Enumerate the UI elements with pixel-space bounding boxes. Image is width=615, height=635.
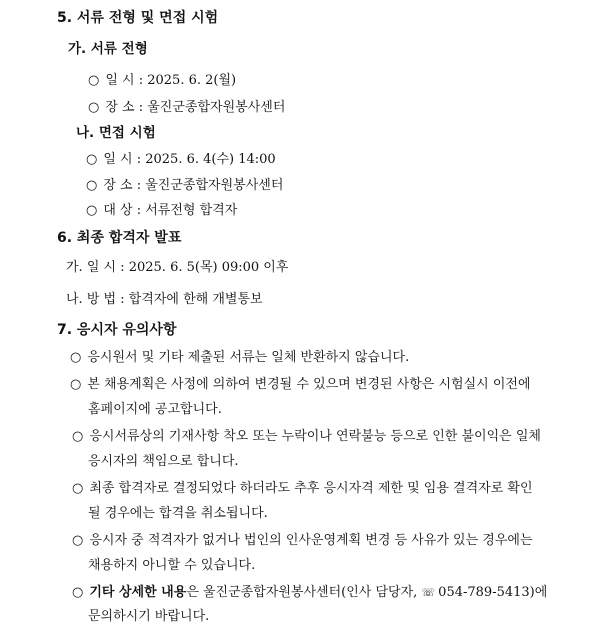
section-7-title: 7. 응시자 유의사항 bbox=[57, 322, 177, 338]
note-text: 응시원서 및 기타 제출된 서류는 일체 반환하지 않습니다. bbox=[87, 350, 410, 365]
list-item-text: 일 시 : 2025. 6. 4(수) 14:00 bbox=[103, 152, 276, 167]
note-item bbox=[72, 532, 533, 550]
circle-bullet: ○ bbox=[72, 533, 84, 548]
list-item bbox=[86, 151, 276, 169]
circle-bullet: ○ bbox=[88, 73, 100, 88]
contact-bold-label: 기타 상세한 내용 bbox=[89, 585, 187, 600]
circle-bullet: ○ bbox=[86, 152, 98, 167]
note-item bbox=[70, 349, 409, 367]
subsection-5b-title: 나. 면접 시험 bbox=[76, 125, 156, 141]
section-6-title: 6. 최종 합격자 발표 bbox=[57, 230, 182, 246]
note-continuation: 홈페이지에 공고합니다. bbox=[88, 402, 222, 417]
note-text: 본 채용계획은 사정에 의하여 변경될 수 있으며 변경된 사항은 시험실시 이전에 bbox=[87, 377, 531, 392]
circle-bullet: ○ bbox=[70, 350, 82, 365]
list-item bbox=[86, 202, 237, 220]
subsection-5a-title: 가. 서류 전형 bbox=[68, 41, 148, 57]
note-item bbox=[72, 428, 541, 446]
list-item bbox=[86, 177, 283, 195]
list-item: 나. 방 법 : 합격자에 한해 개별통보 bbox=[66, 292, 263, 307]
note-item bbox=[72, 480, 533, 498]
circle-bullet: ○ bbox=[72, 429, 84, 444]
list-item: 가. 일 시 : 2025. 6. 5(목) 09:00 이후 bbox=[66, 260, 289, 275]
note-continuation: 될 경우에는 합격을 취소됩니다. bbox=[88, 506, 268, 521]
contact-text-end: )에 bbox=[529, 585, 548, 600]
phone-icon: ☏ bbox=[421, 586, 436, 599]
contact-phone: 054-789-5413 bbox=[438, 585, 530, 600]
note-item-contact bbox=[72, 584, 547, 602]
circle-bullet: ○ bbox=[72, 585, 84, 600]
list-item bbox=[88, 72, 236, 90]
note-text: 응시자 중 적격자가 없거나 법인의 인사운영계획 변경 등 사유가 있는 경우에는 bbox=[89, 533, 533, 548]
list-item-text: 장 소 : 울진군종합자원봉사센터 bbox=[105, 100, 286, 115]
note-continuation: 문의하시기 바랍니다. bbox=[88, 609, 210, 624]
circle-bullet: ○ bbox=[70, 377, 82, 392]
note-continuation: 채용하지 아니할 수 있습니다. bbox=[88, 558, 256, 573]
note-continuation: 응시자의 책임으로 합니다. bbox=[88, 454, 239, 469]
list-item-text: 장 소 : 울진군종합자원봉사센터 bbox=[103, 178, 284, 193]
list-item-text: 일 시 : 2025. 6. 2(월) bbox=[105, 73, 237, 88]
circle-bullet: ○ bbox=[86, 203, 98, 218]
contact-text: 은 울진군종합자원봉사센터(인사 담당자, bbox=[186, 585, 422, 600]
circle-bullet: ○ bbox=[86, 178, 98, 193]
note-text: 응시서류상의 기재사항 착오 또는 누락이나 연락불능 등으로 인한 불이익은 일체 bbox=[89, 429, 541, 444]
note-text: 최종 합격자로 결정되었다 하더라도 추후 응시자격 제한 및 임용 결격자로 확인 bbox=[89, 481, 533, 496]
list-item bbox=[88, 99, 285, 117]
circle-bullet: ○ bbox=[72, 481, 84, 496]
section-5-title: 5. 서류 전형 및 면접 시험 bbox=[57, 10, 219, 26]
circle-bullet: ○ bbox=[88, 100, 100, 115]
list-item-text: 대 상 : 서류전형 합격자 bbox=[103, 203, 238, 218]
note-item bbox=[70, 376, 531, 394]
